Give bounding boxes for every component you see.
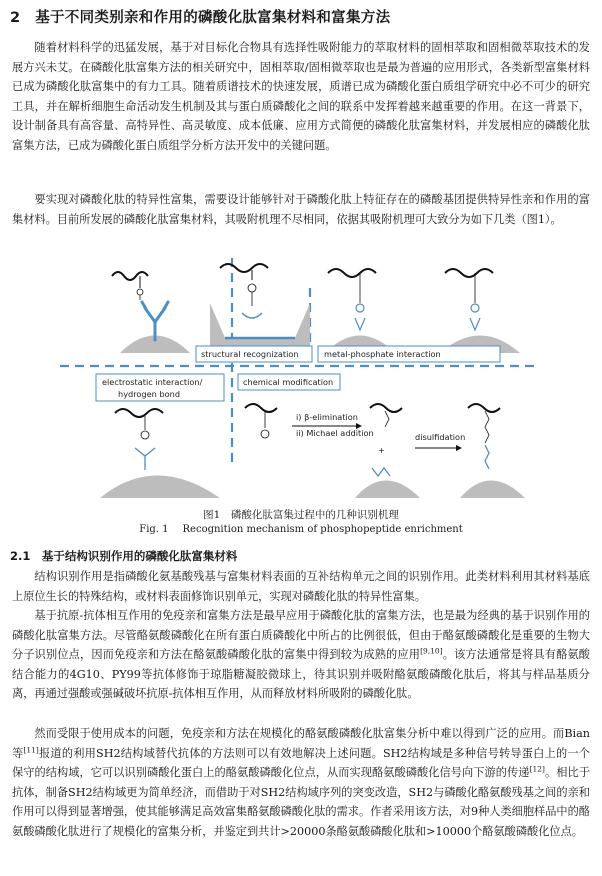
figure-caption-cn: 图1 磷酸化肽富集过程中的几种识别机理 <box>203 509 399 521</box>
label-disulfidation: disulfidation <box>415 432 466 442</box>
figure-label-en: Fig. 1 <box>139 524 169 535</box>
label-beta-elimination: i) β-elimination <box>296 412 358 422</box>
panel-metal-phosphate <box>318 269 520 362</box>
paragraph-immunoaffinity-part1: 基于抗原-抗体相互作用的免疫亲和富集方法是最早应用于磷酸化肽的富集方法，也是最为经典的基于识别作用的磷酸化肽富集方法。尽管酪氨酸磷酸化在所有蛋白质磷酸化中所占的比例很低，但由于酪氨酸磷酸化是重要的生物大分子识别位点，因而免疫亲和方法在酪氨酸磷酸化肽的富集中得到较为成熟的应用 <box>12 609 590 662</box>
citation-9-10: [9,10] <box>420 646 443 656</box>
label-electrostatic-line2: hydrogen bond <box>118 389 181 399</box>
paragraph-sh2-part2: 报道的利用SH2结构域替代抗体的方法则可以有效地解决上述问题。SH2结构域是多种信号转导蛋白上的一个保守的结构域，它可以识别磷酸化蛋白上的酪氨酸磷酸化位点，从而实现酪氨酸磷酸化信号向下游的传递 <box>12 746 590 780</box>
paragraph-sh2-domain <box>12 724 590 842</box>
panel-structural <box>196 264 312 362</box>
label-michael-addition: ii) Michael addition <box>296 428 374 438</box>
label-plus: + <box>378 445 385 455</box>
paragraph-immunoaffinity-part2: 。该方法通常是将具有酪氨酸结合能力的4G10、PY99等抗体修饰于琼脂糖凝胶微球上，待其识别并吸附酪氨酸磷酸化肽后，将其与样品基质分离，再通过强酸或强碱破坏抗原-抗体相互作用，从而释放材料所吸附的磷酸化肽。 <box>12 648 590 701</box>
label-chemical-modification: chemical modification <box>243 377 334 387</box>
paragraph-immunoaffinity <box>12 606 590 704</box>
label-structural-recognization: structural recognization <box>201 349 299 359</box>
section-title: 2 基于不同类别亲和作用的磷酸化肽富集材料和富集方法 <box>10 10 391 26</box>
paragraph-structure-recognition: 结构识别作用是指磷酸化氨基酸残基与富集材料表面的互补结构单元之间的识别作用。此类材料利用其材料基底上原位生长的特殊结构，或材料表面修饰识别单元，实现对磷酸化肽的特异性富集。 <box>12 570 590 603</box>
subsection-title: 2.1 基于结构识别作用的磷酸化肽富集材料 <box>10 549 238 563</box>
panel-antibody <box>112 272 190 353</box>
figure-caption-en <box>0 524 602 535</box>
panel-electrostatic <box>96 374 224 498</box>
label-metal-phosphate: metal-phosphate interaction <box>324 349 441 359</box>
paragraph-intro: 随着材料科学的迅猛发展，基于对目标化合物具有选择性吸附能力的萃取材料的固相萃取和固相微萃取技术的发展方兴未艾。在磷酸化肽富集方法的相关研究中，固相萃取/固相微萃取也是最为普遍的应用形式，各类新型富集材料已成为磷酸化肽富集中的有力工具。随着质谱技术的快速发展，质谱已成为磷酸化蛋白质组学研究中必不可少的研究工具，并在解析细胞生命活动发生机制及其与蛋白质磷酸化之间的联系中发挥着越来越重要的作用。在这一背景下，设计制备具有高容量、高特异性、高灵敏度、成本低廉、应用方式简便的磷酸化肽富集材料，并发展相应的磷酸化肽富集方法，已成为磷酸化蛋白质组学分析方法开发中的关键问题。 <box>12 41 590 152</box>
paragraph-sh2-part1: 然而受限于使用成本的问题，免疫亲和方法在规模化的酪氨酸磷酸化肽富集分析中难以得到广泛的应用。而Bian等 <box>12 727 590 760</box>
citation-12: [12] <box>529 764 545 774</box>
citation-11: [11] <box>23 744 39 754</box>
paragraph-classification: 要实现对磷酸化肽的特异性富集，需要设计能够针对于磷酸化肽上特征存在的磷酸基团提供特异性亲和作用的富集材料。目前所发展的磷酸化肽富集材料，其吸附机理不尽相同，依据其吸附机理可大致分为如下几类（图1）。 <box>12 193 590 226</box>
figure-recognition-mechanisms <box>60 258 540 508</box>
label-electrostatic-line1: electrostatic interaction/ <box>102 377 203 387</box>
paragraph-sh2-part3: 。相比于抗体，制备SH2结构域更为简单经济，而借助于对SH2结构域序列的突变改造，SH2与磷酸化酪氨酸残基之间的亲和作用可以得到显著增强，使其能够满足高效富集酪氨酸磷酸化肽的需求。作者采用该方法，对9种人类细胞样品中的酪氨酸磷酸化肽进行了规模化的富集分析，并鉴定到共计>20000条酪氨酸磷酸化肽和>10000个酪氨酸磷酸化位点。 <box>12 766 590 838</box>
panel-chemical-modification <box>238 374 525 498</box>
figure-caption-en-text: Recognition mechanism of phosphopeptide enrichment <box>182 524 463 535</box>
